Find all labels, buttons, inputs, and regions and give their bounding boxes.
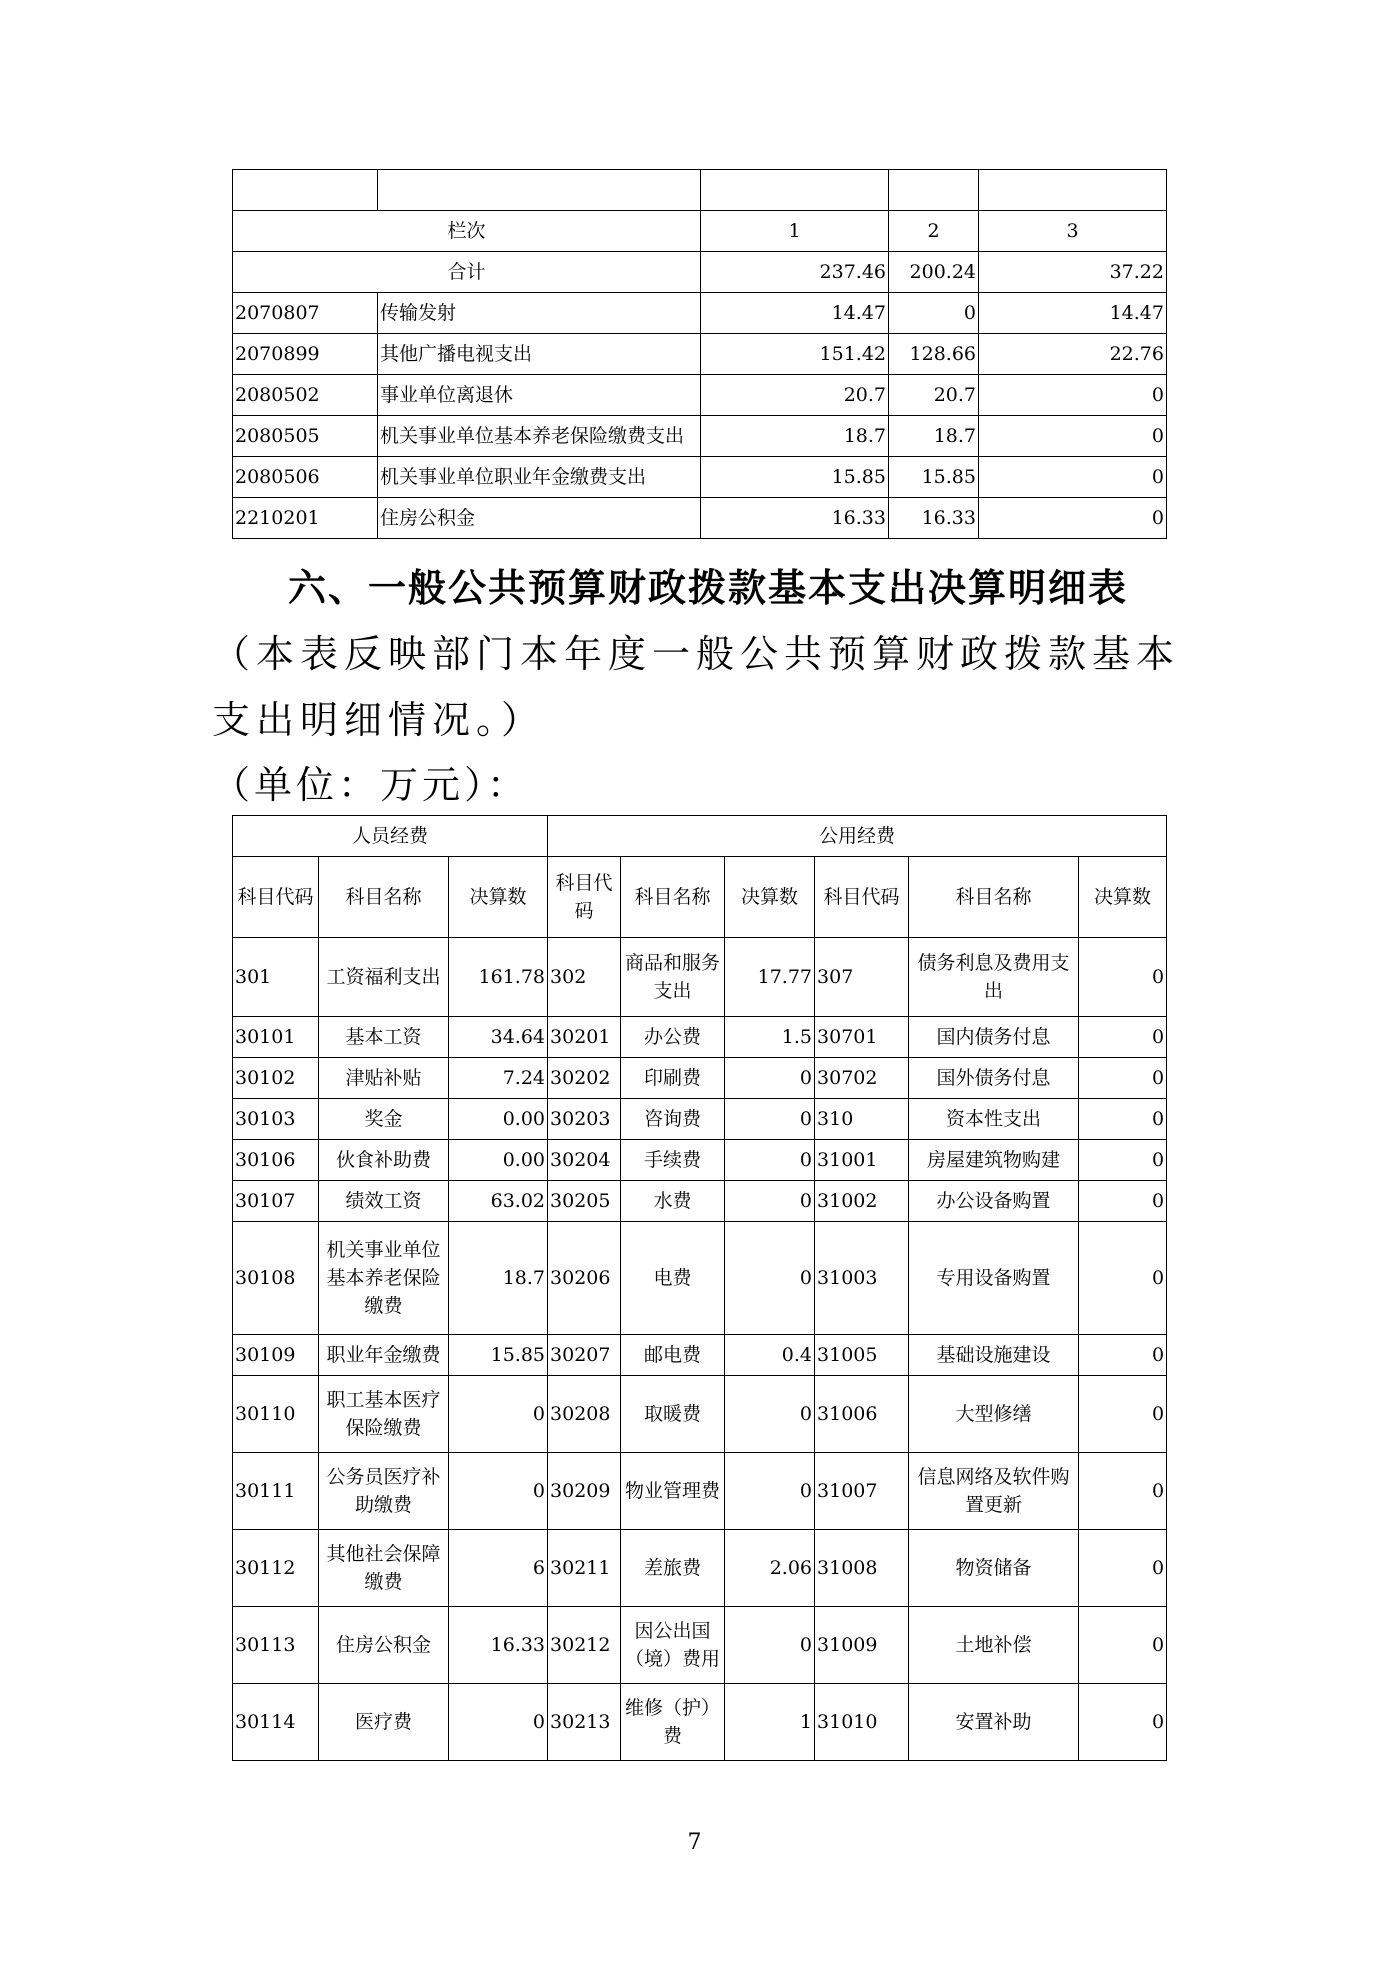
subject-name: 国内债务付息 [909,1017,1079,1058]
amount: 1.5 [725,1017,815,1058]
subject-name: 津贴补贴 [319,1058,449,1099]
amount: 0 [1079,1607,1167,1684]
value-cell: 0 [979,498,1167,539]
subject-code: 30203 [548,1099,621,1140]
subject-name: 邮电费 [621,1335,725,1376]
subject-name: 机关事业单位基本养老保险缴费 [319,1222,449,1335]
subject-code: 31001 [815,1140,909,1181]
table1-header-cell [889,170,979,211]
table1-header-cell [378,170,701,211]
table1-header-cell [233,170,378,211]
total-value: 237.46 [701,252,889,293]
total-label: 合计 [233,252,701,293]
subject-name: 伙食补助费 [319,1140,449,1181]
subject-name: 基本工资 [319,1017,449,1058]
subject-name: 机关事业单位基本养老保险缴费支出 [378,416,701,457]
column-index-3: 3 [979,211,1167,252]
amount: 0 [449,1376,548,1453]
header-name: 科目名称 [909,857,1079,938]
value-cell: 16.33 [701,498,889,539]
column-header-row [233,857,1167,938]
amount: 0 [725,1607,815,1684]
table-row [233,1222,1167,1335]
subject-code: 30201 [548,1017,621,1058]
amount: 0.4 [725,1335,815,1376]
subject-code: 30112 [233,1530,319,1607]
table-row [233,1607,1167,1684]
group-header-row [233,816,1167,857]
subject-code: 30204 [548,1140,621,1181]
value-cell: 0 [979,375,1167,416]
table-row [233,1099,1167,1140]
subject-code: 31003 [815,1222,909,1335]
subject-code: 30205 [548,1181,621,1222]
amount: 2.06 [725,1530,815,1607]
value-cell: 0 [979,457,1167,498]
unit-line [212,755,529,815]
table1-header-row [233,170,1167,211]
amount: 0 [1079,938,1167,1017]
subject-name: 水费 [621,1181,725,1222]
subject-code: 30209 [548,1453,621,1530]
table-row [233,1335,1167,1376]
subject-code: 30109 [233,1335,319,1376]
header-code: 科目代码 [815,857,909,938]
section-title: 六、一般公共预算财政拨款基本支出决算明细表 [288,566,1129,610]
subject-name: 其他广播电视支出 [378,334,701,375]
unit-colon: ： [487,763,530,807]
subject-code: 30103 [233,1099,319,1140]
subject-name: 其他社会保障缴费 [319,1530,449,1607]
subject-name: 安置补助 [909,1684,1079,1761]
subject-code: 31009 [815,1607,909,1684]
subject-name: 信息网络及软件购置更新 [909,1453,1079,1530]
subject-code: 30108 [233,1222,319,1335]
section-description: （本表反映部门本年度一般公共预算财政拨款基本支出明细情况。） [212,632,1181,742]
subject-name: 手续费 [621,1140,725,1181]
amount: 6 [449,1530,548,1607]
subject-code: 31006 [815,1376,909,1453]
header-amount: 决算数 [1079,857,1167,938]
subject-code: 2210201 [233,498,378,539]
value-cell: 15.85 [701,457,889,498]
table-row [233,1453,1167,1530]
subject-code: 30213 [548,1684,621,1761]
amount: 0 [1079,1017,1167,1058]
top-budget-table [232,169,1167,539]
value-cell: 18.7 [701,416,889,457]
header-name: 科目名称 [319,857,449,938]
value-cell: 14.47 [701,293,889,334]
amount: 0 [1079,1181,1167,1222]
table-row [233,293,1167,334]
table-row [233,1684,1167,1761]
value-cell: 14.47 [979,293,1167,334]
amount: 0 [449,1453,548,1530]
subject-name: 取暖费 [621,1376,725,1453]
amount: 0 [1079,1140,1167,1181]
amount: 0 [1079,1222,1167,1335]
subject-code: 30202 [548,1058,621,1099]
subject-code: 30211 [548,1530,621,1607]
subject-code: 2070899 [233,334,378,375]
subject-code: 30113 [233,1607,319,1684]
subject-name: 传输发射 [378,293,701,334]
subject-code: 30208 [548,1376,621,1453]
subject-name: 商品和服务支出 [621,938,725,1017]
subject-name: 办公费 [621,1017,725,1058]
subject-code: 30101 [233,1017,319,1058]
page-number: 7 [687,1830,702,1855]
table-row [233,1181,1167,1222]
amount: 0 [1079,1376,1167,1453]
subject-code: 30212 [548,1607,621,1684]
table1-header-cell [701,170,889,211]
table-row [233,334,1167,375]
subject-code: 31007 [815,1453,909,1530]
subject-name: 咨询费 [621,1099,725,1140]
value-cell: 128.66 [889,334,979,375]
subject-code: 30107 [233,1181,319,1222]
amount: 16.33 [449,1607,548,1684]
subject-name: 工资福利支出 [319,938,449,1017]
amount: 17.77 [725,938,815,1017]
subject-name: 差旅费 [621,1530,725,1607]
subject-name: 债务利息及费用支出 [909,938,1079,1017]
amount: 0 [725,1453,815,1530]
subject-code: 30114 [233,1684,319,1761]
amount: 34.64 [449,1017,548,1058]
subject-name: 职工基本医疗保险缴费 [319,1376,449,1453]
header-code: 科目代码 [548,857,621,938]
subject-code: 31010 [815,1684,909,1761]
column-index-1: 1 [701,211,889,252]
amount: 0 [449,1684,548,1761]
table-row [233,1376,1167,1453]
subject-name: 住房公积金 [378,498,701,539]
subject-code: 30207 [548,1335,621,1376]
amount: 0.00 [449,1140,548,1181]
subject-name: 维修（护）费 [621,1684,725,1761]
amount: 0 [725,1099,815,1140]
header-name: 科目名称 [621,857,725,938]
subject-code: 302 [548,938,621,1017]
basic-expenditure-table [232,815,1167,1761]
subject-code: 301 [233,938,319,1017]
subject-code: 2070807 [233,293,378,334]
unit-label: （单位：万元） [212,763,488,807]
amount: 0 [1079,1684,1167,1761]
subject-code: 30702 [815,1058,909,1099]
table-row [233,1530,1167,1607]
amount: 0.00 [449,1099,548,1140]
subject-code: 30111 [233,1453,319,1530]
subject-code: 30701 [815,1017,909,1058]
subject-name: 资本性支出 [909,1099,1079,1140]
subject-code: 30110 [233,1376,319,1453]
section-heading [212,555,1187,753]
amount: 0 [1079,1530,1167,1607]
subject-name: 基础设施建设 [909,1335,1079,1376]
subject-code: 310 [815,1099,909,1140]
subject-name: 国外债务付息 [909,1058,1079,1099]
table-row [233,1058,1167,1099]
value-cell: 20.7 [701,375,889,416]
amount: 1 [725,1684,815,1761]
value-cell: 18.7 [889,416,979,457]
table-row [233,375,1167,416]
amount: 15.85 [449,1335,548,1376]
table-row [233,1140,1167,1181]
subject-name: 事业单位离退休 [378,375,701,416]
amount: 0 [725,1376,815,1453]
column-index-label: 栏次 [233,211,701,252]
subject-name: 专用设备购置 [909,1222,1079,1335]
column-index-2: 2 [889,211,979,252]
subject-code: 30106 [233,1140,319,1181]
subject-name: 住房公积金 [319,1607,449,1684]
subject-name: 土地补偿 [909,1607,1079,1684]
value-cell: 0 [979,416,1167,457]
subject-name: 机关事业单位职业年金缴费支出 [378,457,701,498]
total-value: 37.22 [979,252,1167,293]
amount: 0 [725,1058,815,1099]
table-row [233,457,1167,498]
subject-name: 房屋建筑物购建 [909,1140,1079,1181]
amount: 63.02 [449,1181,548,1222]
header-amount: 决算数 [725,857,815,938]
group-public: 公用经费 [548,816,1167,857]
subject-name: 大型修缮 [909,1376,1079,1453]
header-code: 科目代码 [233,857,319,938]
value-cell: 15.85 [889,457,979,498]
subject-name: 因公出国（境）费用 [621,1607,725,1684]
table-row [233,938,1167,1017]
value-cell: 0 [889,293,979,334]
subject-name: 印刷费 [621,1058,725,1099]
value-cell: 151.42 [701,334,889,375]
subject-code: 2080506 [233,457,378,498]
subject-name: 奖金 [319,1099,449,1140]
header-amount: 决算数 [449,857,548,938]
subject-code: 31002 [815,1181,909,1222]
amount: 0 [1079,1453,1167,1530]
table1-header-cell [979,170,1167,211]
subject-name: 职业年金缴费 [319,1335,449,1376]
subject-code: 30102 [233,1058,319,1099]
value-cell: 20.7 [889,375,979,416]
subject-code: 2080502 [233,375,378,416]
amount: 0 [1079,1335,1167,1376]
total-value: 200.24 [889,252,979,293]
amount: 0 [725,1140,815,1181]
subject-code: 31008 [815,1530,909,1607]
amount: 0 [725,1181,815,1222]
table-row [233,1017,1167,1058]
amount: 161.78 [449,938,548,1017]
value-cell: 22.76 [979,334,1167,375]
subject-code: 307 [815,938,909,1017]
subject-name: 绩效工资 [319,1181,449,1222]
subject-name: 电费 [621,1222,725,1335]
subject-name: 物资储备 [909,1530,1079,1607]
amount: 0 [1079,1058,1167,1099]
amount: 0 [1079,1099,1167,1140]
subject-code: 30206 [548,1222,621,1335]
table1-total-row [233,252,1167,293]
subject-name: 医疗费 [319,1684,449,1761]
amount: 18.7 [449,1222,548,1335]
subject-name: 公务员医疗补助缴费 [319,1453,449,1530]
table1-column-index-row [233,211,1167,252]
table-row [233,416,1167,457]
amount: 7.24 [449,1058,548,1099]
group-personnel: 人员经费 [233,816,548,857]
subject-name: 物业管理费 [621,1453,725,1530]
table-row [233,498,1167,539]
subject-code: 31005 [815,1335,909,1376]
subject-code: 2080505 [233,416,378,457]
value-cell: 16.33 [889,498,979,539]
subject-name: 办公设备购置 [909,1181,1079,1222]
amount: 0 [725,1222,815,1335]
